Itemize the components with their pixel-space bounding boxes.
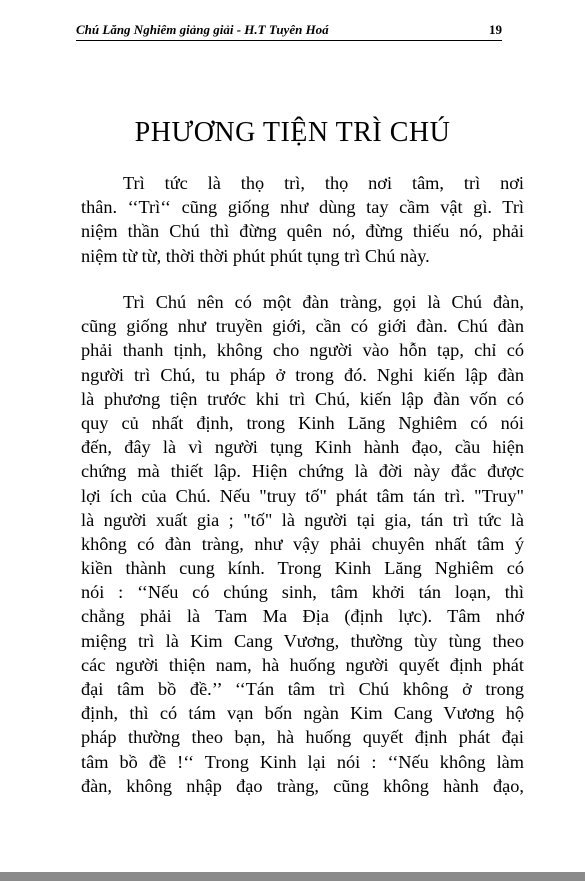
paragraph-line: nói : ‘‘Nếu có chúng sinh, tâm khởi tán loạn, thì [81, 582, 524, 603]
paragraph-line: chứng mà thiết lập. Hiện chứng là đời này đắc được [81, 461, 524, 482]
header-book-title: Chú Lăng Nghiêm giảng giải - H.T Tuyên Hoá [76, 22, 329, 37]
paragraph-line: các người thiện nam, hà huống người quyết định phát [81, 654, 524, 675]
paragraph-line: Trì Chú nên có một đàn tràng, gọi là Chú đàn, [123, 292, 524, 312]
paragraph-line: kiền thành cung kính. Trong Kinh Lăng Nghiêm có [81, 558, 524, 579]
paragraph-line: phải thanh tịnh, không cho người vào hỗn tạp, chỉ có [81, 340, 524, 361]
paragraph-line: niệm thần Chú thì đừng quên nó, đừng thiếu nó, phải [81, 221, 524, 242]
paragraph-line: đàn, không nhập đạo tràng, cũng không hành đạo, [81, 775, 524, 796]
paragraph-line: không có đàn tràng, như vậy phải chuyên nhất tâm ý [81, 533, 524, 554]
paragraph-line: tâm bồ đề !‘‘ Trong Kinh lại nói : ‘‘Nếu không làm [81, 751, 524, 772]
paragraph-line: là người xuất gia ; "tố" là người tại gia, tán trì tức là [81, 509, 524, 530]
paragraph-line: người trì Chú, tu pháp ở trong đó. Nghi kiến lập đàn [81, 364, 524, 385]
paragraph-line: thân. ‘‘Trì‘‘ cũng giống như dùng tay cầm vật gì. Trì [81, 197, 524, 218]
paragraph-2 [81, 290, 524, 798]
paragraph-line: pháp thường theo bạn, hà huống quyết định phát đại [81, 727, 524, 748]
paragraph-line: đại tâm bồ đề.’’ ‘‘Tán tâm trì Chú không ở trong [81, 679, 524, 699]
paragraph-line: đến, đây là vì người tụng Kinh hành đạo, cầu hiện [81, 437, 524, 458]
bottom-scrollbar-strip [0, 872, 585, 881]
paragraph-line: miệng trì là Kim Cang Vương, thường tùy tùng theo [81, 630, 524, 651]
paragraph-line: Trì tức là thọ trì, thọ nơi tâm, trì nơi [123, 173, 524, 193]
chapter-title: PHƯƠNG TIỆN TRÌ CHÚ [134, 117, 451, 148]
paragraph-line: niệm từ từ, thời thời phút phút tụng trì Chú này. [81, 245, 430, 266]
running-header [76, 20, 502, 41]
paragraph-line: là phương tiện trước khi trì Chú, kiến lập đàn vốn có [81, 388, 524, 409]
paragraph-line: chẳng phải là Tam Ma Địa (định lực). Tâm nhớ [81, 606, 524, 627]
paragraph-line: định, thì có tám vạn bốn ngàn Kim Cang Vương hộ [81, 703, 524, 724]
paragraph-line: quy củ nhất định, trong Kinh Lăng Nghiêm có nói [81, 412, 524, 433]
page-number: 19 [489, 22, 502, 37]
paragraph-line: lợi ích của Chú. Nếu "truy tố" phát tâm tán trì. "Truy" [81, 485, 524, 506]
paragraph-line: cũng giống như truyền giới, cần có giới đàn. Chú đàn [81, 316, 524, 337]
paragraph-1 [81, 171, 524, 268]
